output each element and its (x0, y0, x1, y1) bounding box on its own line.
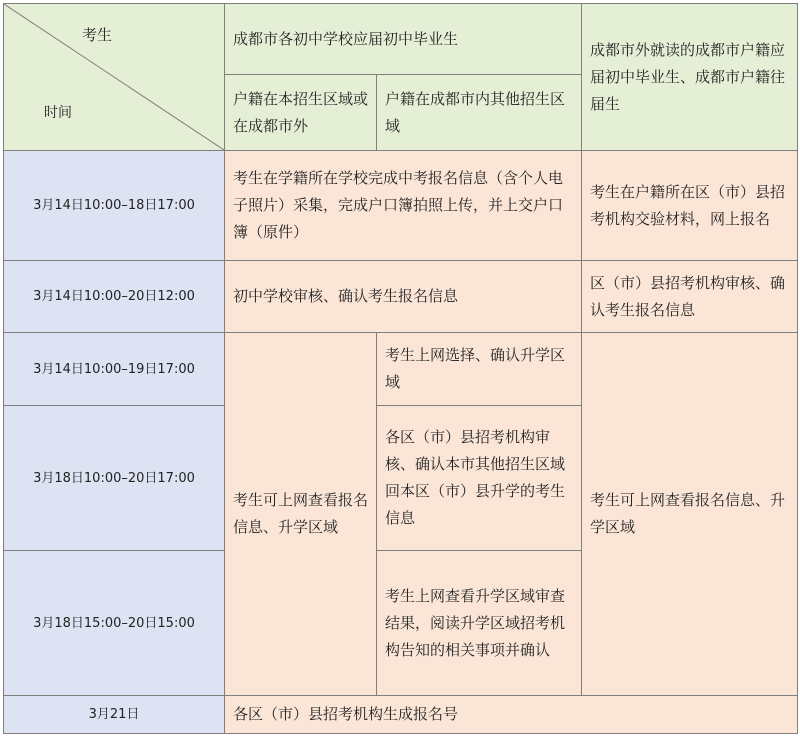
content-cell-local-merged: 考生可上网查看报名信息、升学区域 (225, 333, 377, 696)
content-cell-all: 各区（市）县招考机构生成报名号 (225, 696, 798, 734)
header-outside-group: 成都市外就读的成都市户籍应届初中毕业生、成都市户籍往届生 (582, 4, 798, 151)
time-cell: 3月14日10:00–19日17:00 (4, 333, 225, 406)
header-sub-local: 户籍在本招生区域或在成都市外 (225, 75, 377, 151)
time-cell: 3月18日10:00–20日17:00 (4, 406, 225, 551)
content-cell-other: 考生上网选择、确认升学区域 (377, 333, 582, 406)
content-cell-outside: 区（市）县招考机构审核、确认考生报名信息 (582, 261, 798, 333)
registration-schedule-table (3, 3, 798, 734)
content-cell-chengdu: 初中学校审核、确认考生报名信息 (225, 261, 582, 333)
time-cell: 3月14日10:00–18日17:00 (4, 151, 225, 261)
content-cell-other: 各区（市）县招考机构审核、确认本市其他招生区域回本区（市）县升学的考生信息 (377, 406, 582, 551)
header-student-label: 考生 (82, 26, 113, 44)
header-time-label: 时间 (44, 105, 72, 121)
content-cell-outside: 考生在户籍所在区（市）县招考机构交验材料，网上报名 (582, 151, 798, 261)
time-cell: 3月14日10:00–20日12:00 (4, 261, 225, 333)
content-cell-chengdu: 考生在学籍所在学校完成中考报名信息（含个人电子照片）采集，完成户口簿拍照上传，并上交户口簿（原件） (225, 151, 582, 261)
header-sub-other: 户籍在成都市内其他招生区域 (377, 75, 582, 151)
time-cell: 3月21日 (4, 696, 225, 734)
diagonal-divider (4, 4, 224, 150)
header-chengdu-group: 成都市各初中学校应届初中毕业生 (225, 4, 582, 75)
header-corner-cell (4, 4, 225, 151)
content-cell-other: 考生上网查看升学区域审查结果，阅读升学区域招考机构告知的相关事项并确认 (377, 551, 582, 696)
time-cell: 3月18日15:00–20日15:00 (4, 551, 225, 696)
content-cell-outside-merged: 考生可上网查看报名信息、升学区域 (582, 333, 798, 696)
